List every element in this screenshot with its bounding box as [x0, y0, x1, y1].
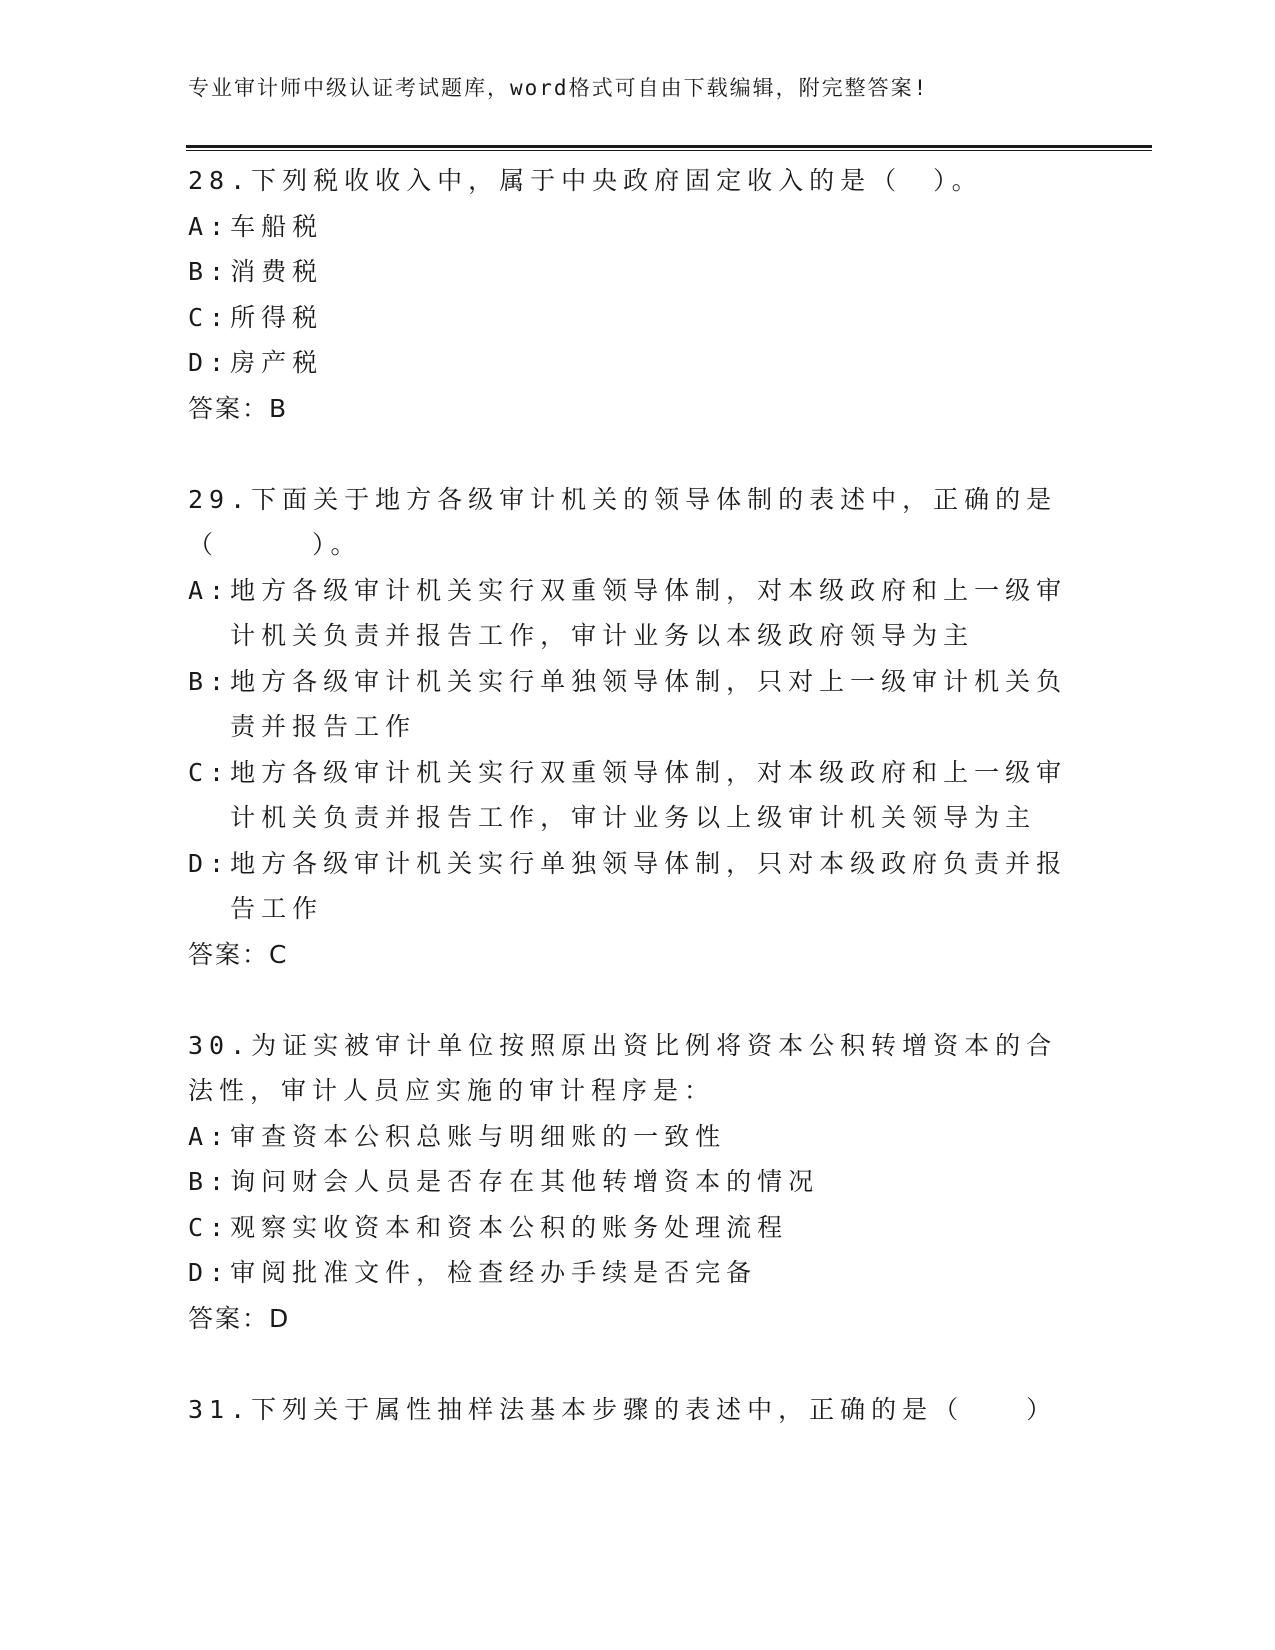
- option-letter: C:: [188, 757, 231, 787]
- question-31: [188, 1387, 1088, 1433]
- option-b: [188, 659, 1088, 750]
- header-divider: [186, 145, 1152, 148]
- option-letter: C:: [188, 1212, 231, 1242]
- option-text: 观察实收资本和资本公积的账务处理流程: [230, 1212, 789, 1242]
- option-letter: C:: [188, 302, 231, 332]
- answer-label: 答案：C: [188, 939, 289, 969]
- option-letter: B:: [188, 666, 231, 696]
- answer-label: 答案：D: [188, 1303, 291, 1333]
- document-header: 专业审计师中级认证考试题库，word格式可自由下载编辑，附完整答案!: [188, 76, 929, 100]
- question-28: [188, 158, 1088, 431]
- option-b: [188, 1159, 1088, 1205]
- option-text: 地方各级审计机关实行双重领导体制，对本级政府和上一级审计机关负责并报告工作，审计业务以本级政府领导为主: [230, 575, 1068, 650]
- option-a: [188, 568, 1088, 659]
- option-text: 地方各级审计机关实行单独领导体制，只对本级政府负责并报告工作: [230, 848, 1068, 923]
- option-letter: D:: [188, 1258, 231, 1287]
- option-letter: D:: [188, 848, 231, 878]
- option-text: 审查资本公积总账与明细账的一致性: [230, 1121, 727, 1151]
- option-c: [188, 750, 1088, 841]
- header-divider-thin: [186, 150, 1152, 151]
- answer-label: 答案：B: [188, 393, 289, 423]
- option-d: [188, 841, 1088, 932]
- option-list: [188, 204, 1088, 386]
- question-stem: 30.为证实被审计单位按照原出资比例将资本公积转增资本的合法性，审计人员应实施的审计程序是：: [188, 1030, 1058, 1105]
- question-stem: 28.下列税收收入中，属于中央政府固定收入的是（ ）。: [188, 166, 983, 195]
- option-text: 审阅批准文件，检查经办手续是否完备: [230, 1258, 758, 1287]
- option-letter: B:: [188, 257, 231, 286]
- option-text: 所得税: [230, 302, 324, 332]
- option-d: [188, 1250, 1088, 1296]
- option-letter: A:: [188, 1121, 231, 1151]
- option-letter: A:: [188, 575, 231, 605]
- question-stem: 29.下面关于地方各级审计机关的领导体制的表述中，正确的是（ ）。: [188, 484, 1058, 559]
- option-c: [188, 1205, 1088, 1251]
- option-list: [188, 1114, 1088, 1296]
- question-30: [188, 1023, 1088, 1342]
- option-text: 询问财会人员是否存在其他转增资本的情况: [230, 1167, 820, 1196]
- option-text: 地方各级审计机关实行单独领导体制，只对上一级审计机关负责并报告工作: [230, 666, 1068, 741]
- option-text: 车船税: [230, 211, 324, 241]
- option-b: [188, 249, 1088, 295]
- option-a: [188, 1114, 1088, 1160]
- option-letter: A:: [188, 211, 231, 241]
- question-29: [188, 477, 1088, 978]
- option-list: [188, 568, 1088, 932]
- question-list: [188, 158, 1088, 1432]
- option-text: 地方各级审计机关实行双重领导体制，对本级政府和上一级审计机关负责并报告工作，审计业务以上级审计机关领导为主: [230, 757, 1068, 832]
- option-letter: B:: [188, 1167, 231, 1196]
- option-d: [188, 340, 1088, 386]
- option-text: 消费税: [230, 257, 324, 286]
- option-letter: D:: [188, 348, 231, 377]
- option-text: 房产税: [230, 348, 324, 377]
- option-c: [188, 295, 1088, 341]
- question-stem: 31.下列关于属性抽样法基本步骤的表述中，正确的是（ ）: [188, 1394, 1058, 1424]
- option-a: [188, 204, 1088, 250]
